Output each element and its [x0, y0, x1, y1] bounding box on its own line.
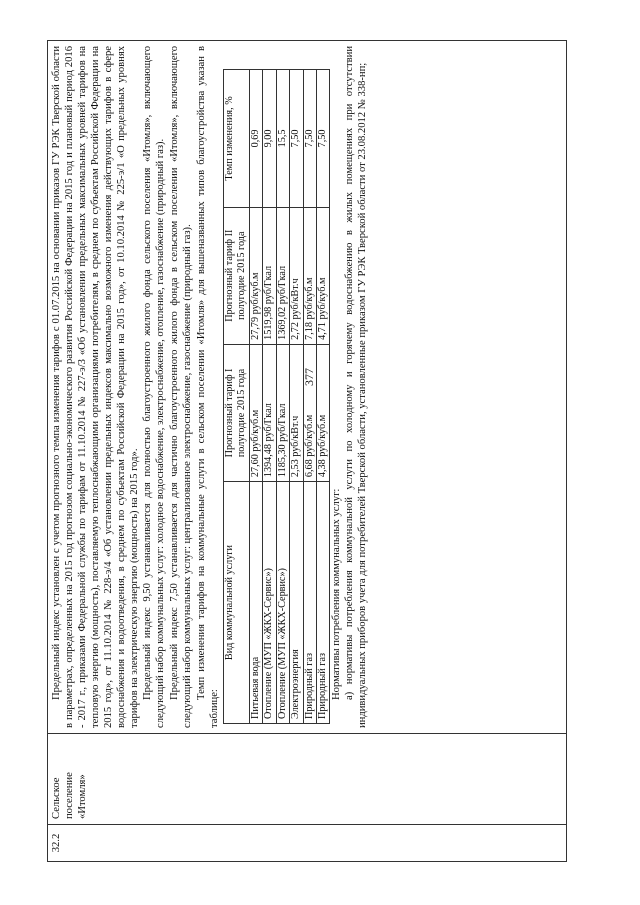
cell-change-rate: 7,50	[317, 70, 330, 207]
table-row	[317, 70, 330, 724]
tariff-table	[223, 69, 331, 724]
table-row	[290, 70, 303, 724]
table-row	[263, 70, 276, 724]
paragraph-index-full: Предельный индекс 9,50 устанавливается для полностью благоустроенного жилого фонда сельского поселения «Итомля», включающего следующий набор коммунальных услуг: холодное водоснабжение, электроснабжение, отопление, газоснабжение (природный газ).	[142, 46, 167, 728]
settlement-row	[48, 41, 567, 862]
cell-tariff-h1: 27,60 руб/куб.м	[249, 344, 262, 481]
paragraph-table-intro: Темп изменения тарифов на коммунальные услуги в сельском поселении «Итомля» для вышеназванных типов благоустройства указан в таблице:	[196, 46, 221, 728]
paragraph-index-partial: Предельный индекс 7,50 устанавливается для частично благоустроенного жилого фонда в сельском поселении «Итомля», включающего следующий набор коммунальных услуг: централизованное электроснабжение, газоснабжение (природный газ).	[169, 46, 194, 728]
cell-tariff-h1: 1185,30 руб/Гкал	[276, 344, 289, 481]
cell-service: Электроэнергия	[290, 482, 303, 724]
settlement-name: Сельское поселение «Итомля»	[48, 734, 567, 825]
settlement-table	[47, 40, 567, 862]
cell-change-rate: 15,5	[276, 70, 289, 207]
cell-tariff-h2: 1519,98 руб/Гкал	[263, 207, 276, 344]
paragraph-norms-heading: Нормативы потребления коммунальных услуг:	[331, 488, 343, 700]
page-number: 377	[302, 368, 316, 386]
paragraph-index-basis: Предельный индекс установлен с учетом прогнозного темпа изменения тарифов с 01.07.2015 на основании приказов ГУ РЭК Тверской области в параметрах, определенных на 2015 год прогнозом социально-экономического развития Российской Федерации на 2015 год и плановый период 2016 - 2017 г., приказами Федеральной службы по тарифам от 11.10.2014 № 227-э/3 «Об установлении предельных максимальных уровней тарифов на тепловую энергию (мощность), поставляемую теплоснабжающими организациями потребителям, в среднем по субъектам Российской Федерации на 2015 год», от 11.10.2014 № 228-э/4 «Об установлении предельных индексов максимально возможного изменения действующих тарифов в сфере водоснабжения и водоотведения, в среднем по субъектам Российской Федерации на 2015 год», от 10.10.2014 № 225-э/1 «О предельных уровнях тарифов на электрическую энергию (мощность) на 2015 год».	[51, 46, 140, 728]
cell-tariff-h2: 4,71 руб/куб.м	[317, 207, 330, 344]
table-row	[276, 70, 289, 724]
row-number: 32.2	[48, 825, 567, 862]
cell-service: Отопление (МУП «ЖКХ-Сервис»)	[276, 482, 289, 724]
header-tariff-h2: Прогнозный тариф II полугодие 2015 года	[223, 207, 249, 344]
cell-tariff-h2: 27,79 руб/куб.м	[249, 207, 262, 344]
header-tariff-h1: Прогнозный тариф I полугодие 2015 года	[223, 344, 249, 481]
paragraph-norms-water: а) нормативы потребления коммунальной услуги по холодному и горячему водоснабжению в жилых помещениях при отсутствии индивидуальных приборов учета для потребителей Тверской области, установленные приказом ГУ РЭК Тверской области от 23.08.2012 № 338-нп;	[344, 46, 369, 728]
cell-change-rate: 9,00	[263, 70, 276, 207]
cell-tariff-h1: 6,68 руб/куб.м	[303, 344, 316, 481]
cell-tariff-h1: 4,38 руб/куб.м	[317, 344, 330, 481]
cell-service: Питьевая вода	[249, 482, 262, 724]
cell-tariff-h2: 2,72 руб/кВт.ч	[290, 207, 303, 344]
cell-service: Природный газ	[303, 482, 316, 724]
cell-tariff-h2: 7,18 руб/куб.м	[303, 207, 316, 344]
header-change-rate: Темп изменения, %	[223, 70, 249, 207]
cell-tariff-h2: 1369,02 руб/Гкал	[276, 207, 289, 344]
document-page	[47, 40, 567, 862]
tariff-header-row	[223, 70, 249, 724]
settlement-description	[48, 41, 567, 734]
cell-change-rate: 7,50	[303, 70, 316, 207]
table-row	[303, 70, 316, 724]
cell-service: Отопление (МУП «ЖКХ-Сервис»)	[263, 482, 276, 724]
cell-change-rate: 7,50	[290, 70, 303, 207]
table-row	[249, 70, 262, 724]
cell-service: Природный газ	[317, 482, 330, 724]
cell-tariff-h1: 1394,48 руб/Гкал	[263, 344, 276, 481]
header-service: Вид коммунальной услуги	[223, 482, 249, 724]
cell-tariff-h1: 2,53 руб/кВт.ч	[290, 344, 303, 481]
cell-change-rate: 0,69	[249, 70, 262, 207]
